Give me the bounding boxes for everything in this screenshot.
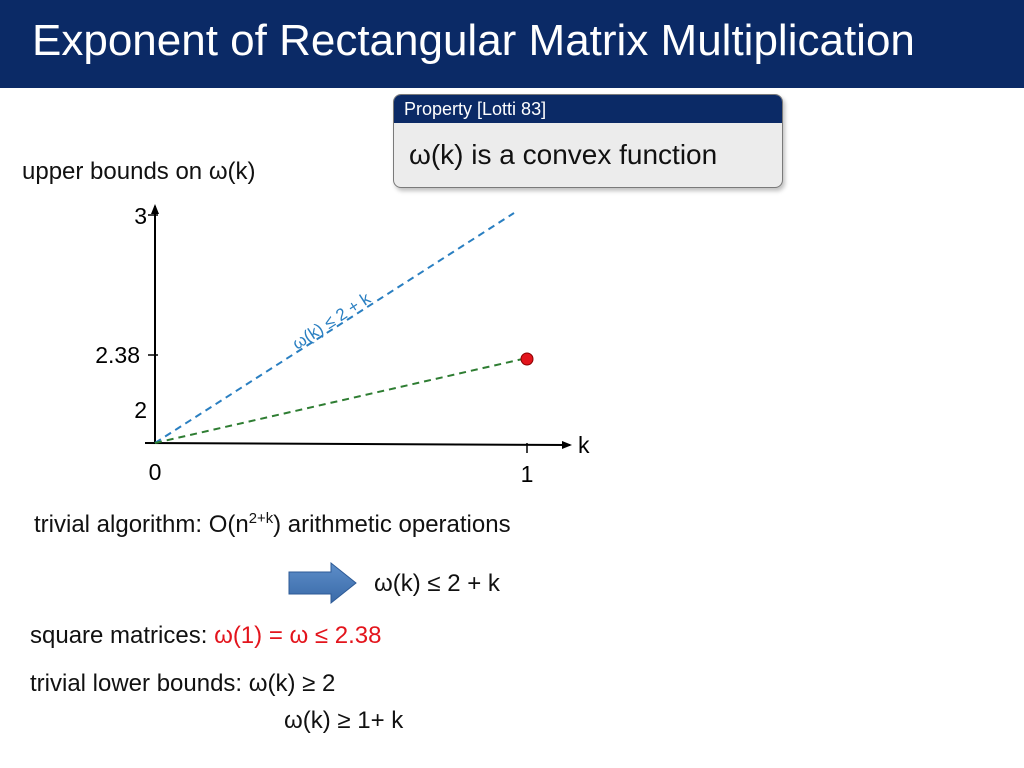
trivial-suffix: ) arithmetic operations [273, 511, 511, 538]
y-axis-label: upper bounds on ω(k) [22, 158, 256, 185]
line-label: ω(k) ≤ 2 + k [288, 288, 374, 354]
x-axis-label: k [578, 432, 590, 458]
property-box-body: ω(k) is a convex function [409, 139, 718, 170]
square-matrices-text [30, 622, 381, 650]
y-tick-label-3: 3 [134, 203, 147, 229]
trivial-exponent: 2+k [248, 511, 274, 527]
trivial-algorithm-text [34, 511, 511, 539]
square-value: ω(1) = ω ≤ 2.38 [214, 622, 382, 649]
trivial-prefix: trivial algorithm: O(n [34, 511, 249, 538]
omega-point [521, 353, 533, 365]
x-tick-label-1: 1 [520, 461, 534, 487]
slide-title: Exponent of Rectangular Matrix Multiplication [32, 16, 915, 65]
y-tick-label-2-38: 2.38 [95, 342, 140, 368]
implication-text: ω(k) ≤ 2 + k [374, 570, 500, 597]
x-tick-label-0: 0 [148, 459, 162, 485]
convex-bound-line-green [155, 358, 527, 443]
lower-bounds-line-1: trivial lower bounds: ω(k) ≥ 2 [30, 670, 336, 697]
y-tick-label-2: 2 [134, 397, 147, 423]
x-axis [145, 443, 570, 445]
lower-bounds-line-2: ω(k) ≥ 1+ k [284, 707, 404, 734]
implication-arrow-icon [289, 563, 356, 603]
property-box-header: Property [Lotti 83] [394, 95, 782, 123]
square-prefix: square matrices: [30, 622, 215, 649]
